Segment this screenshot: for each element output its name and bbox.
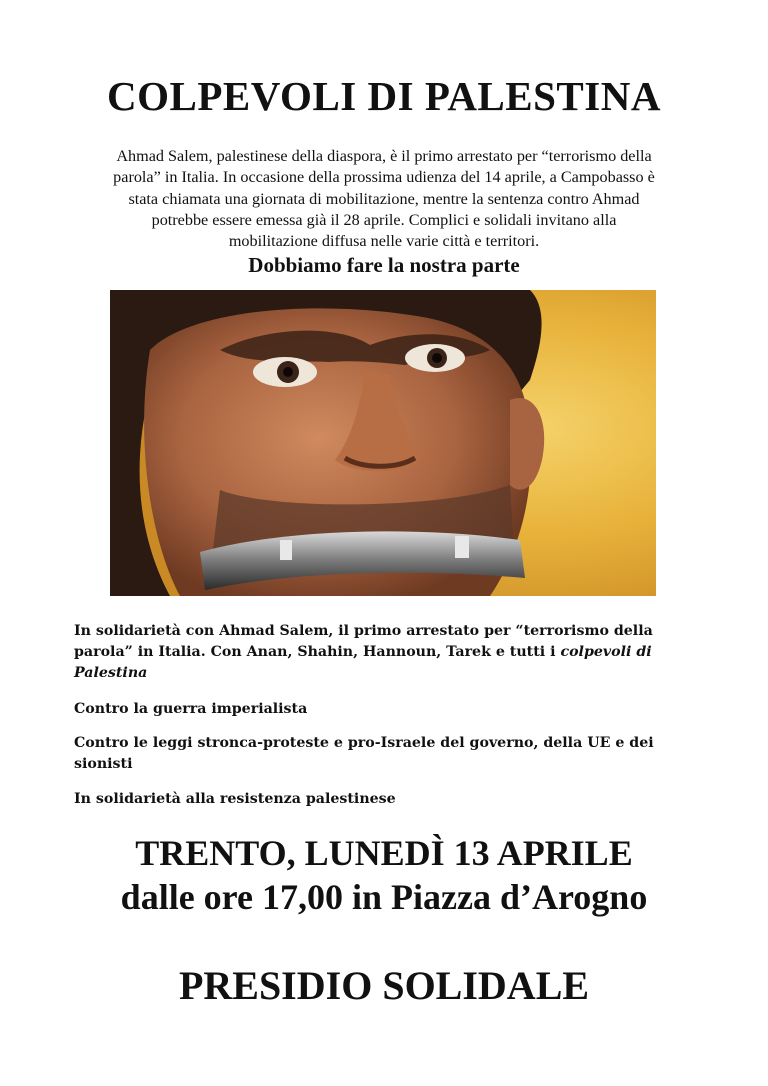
point-1-line-2-italic: colpevoli di bbox=[560, 644, 652, 660]
intro-line-1: Ahmad Salem, palestinese della diaspora, è il primo arrestato per “terrorismo della bbox=[116, 147, 652, 165]
point-1-line-1: In solidarietà con Ahmad Salem, il primo arrestato per “terrorismo della bbox=[74, 623, 653, 639]
event-date: TRENTO, LUNEDÌ 13 APRILE bbox=[135, 833, 633, 873]
subheading: Dobbiamo fare la nostra parte bbox=[248, 253, 520, 277]
point-resistance-solidarity: In solidarietà alla resistenza palestinese bbox=[74, 791, 396, 807]
intro-line-2: parola” in Italia. In occasione della prossima udienza del 14 aprile, a Campobasso è bbox=[113, 168, 655, 187]
page-title: COLPEVOLI DI PALESTINA bbox=[107, 73, 661, 119]
event-time-place: dalle ore 17,00 in Piazza d’Arogno bbox=[120, 877, 648, 917]
point-3-line-1: Contro le leggi stronca-proteste e pro-Israele del governo, della UE e dei bbox=[74, 735, 654, 751]
intro-paragraph bbox=[62, 146, 706, 252]
intro-line-4: potrebbe essere emessa già il 28 aprile. Complici e solidali invitano alla bbox=[151, 210, 617, 229]
intro-line-3: stata chiamata una giornata di mobilitazione, mentre la sentenza contro Ahmad bbox=[128, 189, 640, 208]
solidarity-point-ahmad bbox=[74, 621, 704, 684]
point-against-laws bbox=[74, 733, 704, 775]
point-1-line-3-italic: Palestina bbox=[74, 665, 148, 681]
point-against-war: Contro la guerra imperialista bbox=[74, 701, 308, 717]
intro-line-5: mobilitazione diffusa nelle varie città e territori. bbox=[228, 232, 540, 251]
point-1-line-2: parola” in Italia. Con Anan, Shahin, Hannoun, Tarek e tutti i bbox=[74, 644, 561, 660]
point-3-line-2: sionisti bbox=[74, 756, 133, 772]
gagged-man-photo bbox=[110, 290, 656, 596]
event-type: PRESIDIO SOLIDALE bbox=[178, 963, 590, 1008]
